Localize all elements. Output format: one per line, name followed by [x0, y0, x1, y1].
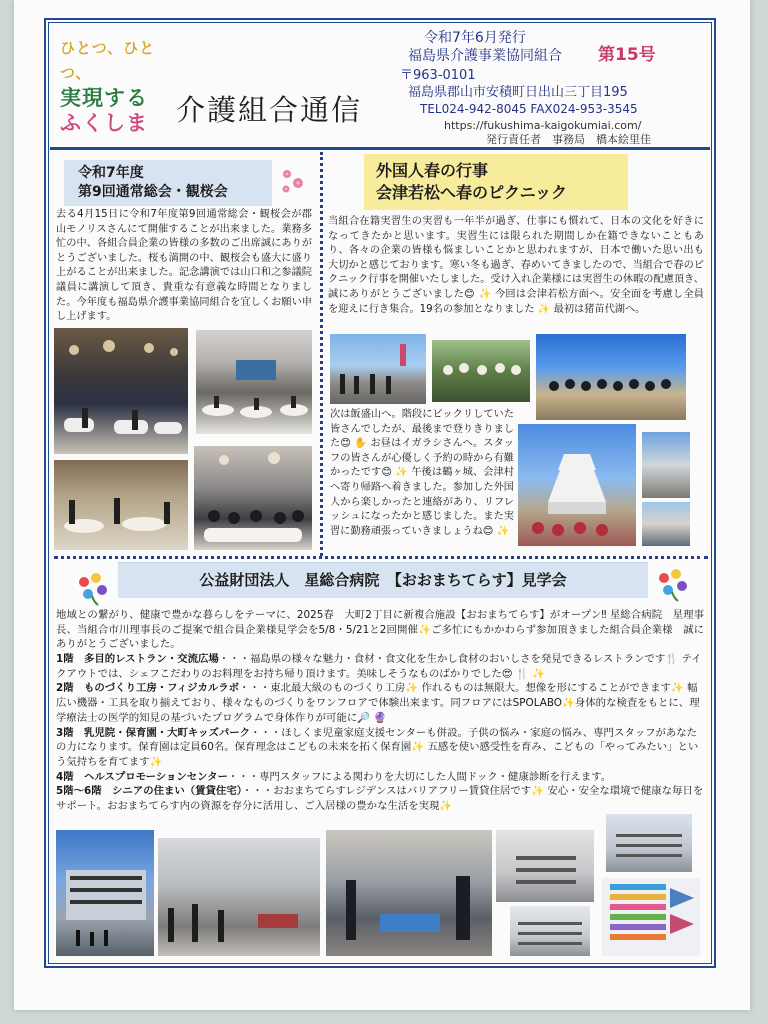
- website-url[interactable]: https://fukushima-kaigokumiai.com/: [444, 119, 642, 132]
- logo-line-3: ふくしま: [60, 111, 148, 135]
- photo-building-side: [510, 906, 590, 956]
- article1-body: 去る4月15日に令和7年度第9回通常総会・観桜会が郡山モノリスさんにて開催することが出来ました。業務多忙の中、各組合員企業の皆様の多数のご出席誠にありがとうございました。桜も満開の中、観桜会も盛大に盛り上がることが出来ました。記念講演では山口和之参議院議員に講演して頂き、貴重な有意義な時間となりました。今年度も福島県介護事業協同組合を宜しくお願い申し上げます。: [56, 209, 312, 323]
- section-divider: [54, 556, 708, 559]
- floor-item-2: [56, 681, 704, 725]
- photo-restaurant-floor: [158, 838, 320, 956]
- floor-item-1: [56, 652, 704, 681]
- floor-text-4: ・・・専門スタッフによる関わりを大切にした人間ドック・健康診断を行えます。: [227, 770, 612, 783]
- flower-icon-left: [74, 570, 112, 606]
- article1-heading-line1: 令和7年度: [78, 165, 144, 181]
- newsletter-title: 介護組合通信: [176, 93, 363, 127]
- article2-heading: [364, 154, 628, 210]
- publisher-line: 発行責任者 事務局 橋本絵里佳: [486, 133, 651, 146]
- header-divider: [50, 147, 710, 150]
- photo-floor-guide: [602, 878, 700, 956]
- floor-label-3: 3階 乳児院・保育園・大町キッズパーク: [56, 726, 251, 739]
- photo-tsuruga-castle: [518, 424, 636, 546]
- floor-text-3: ・・・ほしくま児童家庭支援センターも併設。子供の悩み・家庭の悩み、専門スタッフがあなたの力になります。保育園は定員60名。保育理念はこどもの未来を拓く保育園✨ 五感を使い感受性を育み、こどもの「やってみたい」という気持ちを育てます✨: [56, 726, 699, 768]
- photo-banquet-hall: [54, 328, 188, 454]
- column-divider: [320, 152, 323, 556]
- address: 福島県郡山市安積町日出山三丁目195: [408, 85, 628, 100]
- article3-intro: 地域との繋がり、健康で豊かな暮らしをテーマに、2025春 大町2丁目に新複合施設【おおまちてらす】がオープン‼ 星総合病院 星理事長、当組合市川理事長のご提案で組合員企業様見学会を5/8・5/21と2回開催✨ご多忙にもかかわらず参加頂きました組合員企業様 誠にありがとうございました。: [56, 609, 704, 651]
- floor-label-4: 4階 ヘルスプロモーションセンター: [56, 770, 228, 783]
- floor-text-5: ・・・おおまちてらすレジデンスはバリアフリー賃貸住居です✨ 安心・安全な環境で健康な毎日をサポート。おおまちてらす内の資源を存分に活用し、ご入居様の豊かな生活を実現✨: [56, 785, 704, 813]
- photo-audience: [194, 446, 312, 550]
- floor-label-2: 2階 ものづくり工房・フィジカルラボ: [56, 682, 240, 695]
- photo-lakeside-flags: [330, 334, 426, 404]
- floor-text-1: ・・・福島県の様々な魅力・食材・食文化を生かし食材のおいしさを発見できるレストランです🍴 テイクアウトでは、シェフこだわりのお料理をお持ち帰り頂けます。美味しそうなものばかりでした😍 🍴 ✨: [56, 653, 702, 680]
- photo-workshop-tour: [326, 830, 492, 956]
- article1-heading-line2: 第9回通常総会・観桜会: [78, 184, 228, 200]
- photo-building-angle: [496, 830, 594, 902]
- logo-line-2: 実現する: [60, 86, 148, 110]
- photo-group-shop: [642, 502, 690, 546]
- floor-text-2: ・・・東北最大級のものづくり工房✨ 作れるものは無限大。想像を形にすることができます✨ 幅広い機器・工具を取り揃えており、様々なものづくりをワンフロアで体験出来ます。同フロアにはSPOLABO✨身体的な検査をもとに、理学療法士の医学的知見の基づいたプログラムで身体作りが可能に🔎 🔮: [56, 682, 700, 724]
- floor-item-4: [56, 770, 704, 785]
- article2-body: 当組合在籍実習生の実習も一年半が過ぎ、仕事にも慣れて、日本の文化を好きになってきたかと思います。実習生には限られた期間しか在籍できないこともあり、各々の企業の皆様も悩ましいことかと思われますが、日本で働いた思い出も大切かと感じております。寒い冬も過ぎ、春めいてきましたので、当組合で春のピクニック行事を開催いたしました。受け入れ企業様には実習生の休暇の配慮頂き、誠にありがとうございました😊 ✨ 今回は会津若松方面へ。安全面を考慮し全員を迎えに行き集合。19名の参加となりました ✨ 最初は猪苗代湖へ。: [328, 216, 704, 315]
- article2-heading-line2: 会津若松へ春のピクニック: [376, 183, 568, 202]
- floor-item-5: [56, 784, 704, 813]
- issue-number: 第15号: [598, 45, 656, 65]
- floor-label-5: 5階～6階 シニアの住まい（賃貸住宅）: [56, 785, 242, 798]
- photo-reception-hall: [54, 460, 188, 550]
- cherry-blossom-icon: [276, 164, 310, 198]
- photo-meeting-room: [196, 330, 312, 434]
- article3-heading: 公益財団法人 星総合病院 【おおまちてらす】見学会: [118, 562, 648, 598]
- article1-heading: [64, 160, 272, 206]
- floor-label-1: 1階 多目的レストラン・交流広場: [56, 653, 219, 665]
- floor-list: [56, 652, 704, 814]
- article2-heading-line1: 外国人春の行事: [376, 161, 489, 180]
- photo-building-front: [606, 814, 692, 872]
- article2-body-continued: 次は飯盛山へ。階段にビックリしていた皆さんでしたが、最後まで登りきりました😊 ✋ お昼はイガラシさんへ。スタッフの皆さんが心優しく予約の時から有難かったです😊 ✨ 午後は鶴ヶ城、会津村へ寄り帰路へ着きました。参加した外国人から楽しかったと連絡があり、リフレッシュになったかと感じました。また実習に勤務頑張っていきましょうね😊 ✨: [330, 409, 514, 537]
- photo-village-visit: [642, 432, 690, 498]
- zip-code: 〒963-0101: [400, 68, 476, 83]
- header-logo: [60, 36, 180, 136]
- photo-building-exterior: [56, 830, 154, 956]
- photo-lake-group: [536, 334, 686, 420]
- issue-date: 令和7年6月発行: [424, 30, 526, 46]
- tel-fax: TEL024-942-8045 FAX024-953-3545: [420, 102, 638, 116]
- logo-line-1: ひとつ、ひとつ、: [60, 39, 156, 82]
- flower-icon-right: [654, 566, 692, 602]
- organization-name: 福島県介護事業協同組合: [408, 48, 562, 64]
- photo-group-forest: [432, 340, 530, 402]
- floor-item-3: [56, 726, 704, 770]
